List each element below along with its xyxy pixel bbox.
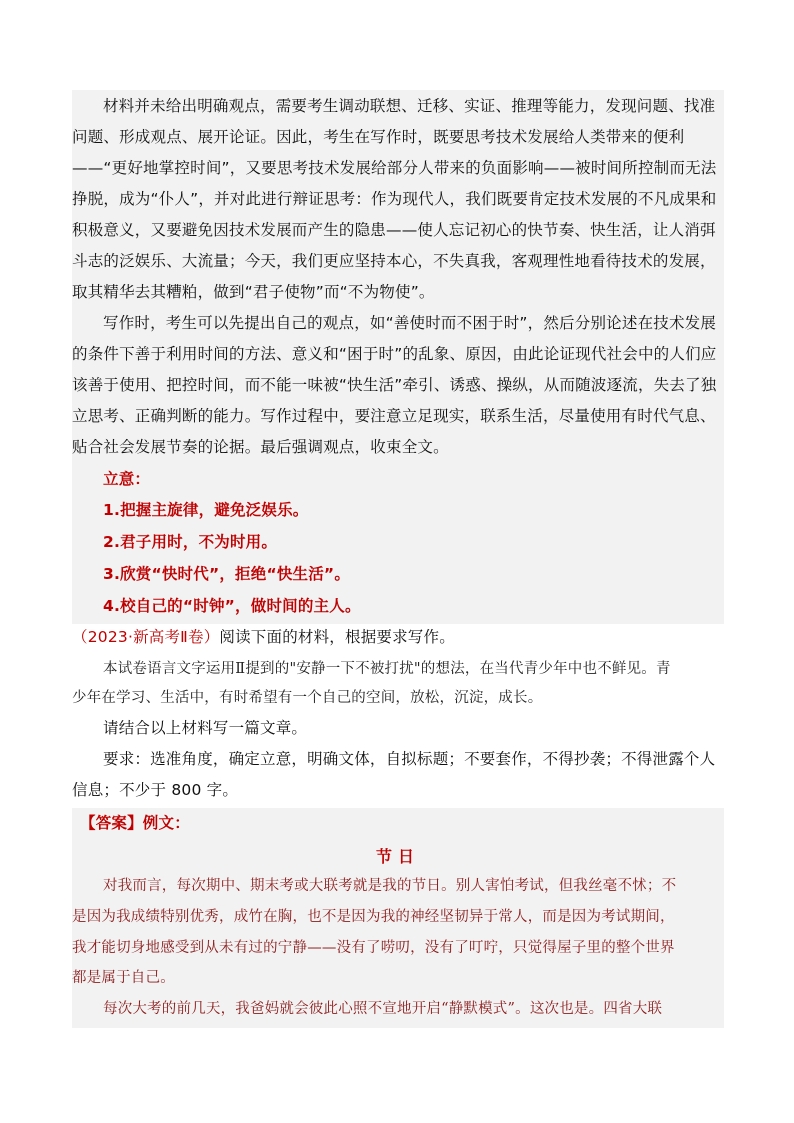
analysis-line: 材料并未给出明确观点，需要考生调动联想、迁移、实证、推理等能力，发现问题、找准: [103, 97, 716, 115]
analysis-line: 该善于使用、把控时间，而不能一味被“快生活”牵引、诱惑、操纵，从而随波逐流，失去了独: [72, 376, 717, 394]
analysis-line: 写作时，考生可以先提出自己的观点，如“善使时而不困于时”，然后分别论述在技术发展: [103, 314, 717, 332]
question-instruction: 请结合以上材料写一篇文章。: [103, 719, 308, 737]
requirement-line: 信息；不少于 800 字。: [72, 781, 239, 799]
essay-line: 每次大考的前几天，我爸妈就会彼此心照不宣地开启“静默模式”。这次也是。四省大联: [103, 1001, 663, 1017]
question-header: [72, 627, 732, 647]
analysis-line: 问题、形成观点、展开论证。因此，考生在写作时，既要思考技术发展给人类带来的便利: [72, 128, 685, 146]
analysis-line: 积极意义，又要避免因技术发展而产生的隐患——使人忘记初心的快节奏、快生活，让人消弭: [72, 221, 716, 239]
requirement-line: 要求：选准角度，确定立意，明确文体，自拟标题；不要套作，不得抄袭；不得泄露个人: [103, 750, 716, 768]
analysis-line: 的条件下善于利用时间的方法、意义和“困于时”的乱象、原因，由此论证现代社会中的人们应: [72, 345, 717, 363]
idea-item: 4.校自己的“时钟”，做时间的主人。: [103, 597, 361, 615]
answer-label: 【答案】例文：: [80, 814, 190, 832]
idea-item: 3.欣赏“快时代”，拒绝“快生活”。: [103, 565, 351, 583]
question-source: （2023·新高考Ⅱ卷）: [72, 628, 220, 646]
essay-line: 是因为我成绩特别优秀，成竹在胸，也不是因为我的神经坚韧异于常人，而是因为考试期间，: [72, 909, 675, 925]
material-line: 本试卷语言文字运用Ⅱ提到的"安静一下不被打扰"的想法，在当代青少年中也不鲜见。青: [103, 661, 671, 677]
question-intro: 阅读下面的材料，根据要求写作。: [219, 628, 455, 646]
material-line: 少年在学习、生活中，有时希望有一个自己的空间，放松，沉淀，成长。: [72, 690, 543, 706]
essay-title: 节日: [375, 847, 420, 866]
idea-heading: 立意：: [103, 470, 151, 488]
essay-line: 我才能切身地感受到从未有过的宁静——没有了唠叨，没有了叮咛，只觉得屋子里的整个世界: [72, 940, 675, 956]
idea-item: 2.君子用时，不为时用。: [103, 533, 278, 551]
analysis-line: ——“更好地掌控时间”，又要思考技术发展给部分人带来的负面影响——被时间所控制而无法: [72, 159, 717, 177]
idea-item: 1.把握主旋律，避免泛娱乐。: [103, 501, 309, 519]
analysis-line: 取其精华去其糟粕，做到“君子使物”而“不为物使”。: [72, 283, 435, 301]
essay-line: 对我而言，每次期中、期末考或大联考就是我的节日。别人害怕考试，但我丝毫不怵；不: [103, 878, 677, 894]
analysis-line: 挣脱，成为“仆人”，并对此进行辩证思考：作为现代人，我们既要肯定技术发展的不凡成果和: [72, 190, 717, 208]
essay-line: 都是属于自己。: [72, 970, 175, 986]
analysis-line: 斗志的泛娱乐、大流量；今天，我们更应坚持本心，不失真我，客观理性地看待技术的发展，: [72, 252, 716, 270]
analysis-line: 立思考、正确判断的能力。写作过程中，要注意立足现实，联系生活，尽量使用有时代气息、: [72, 407, 716, 425]
analysis-line: 贴合社会发展节奏的论据。最后强调观点，收束全文。: [72, 438, 449, 456]
